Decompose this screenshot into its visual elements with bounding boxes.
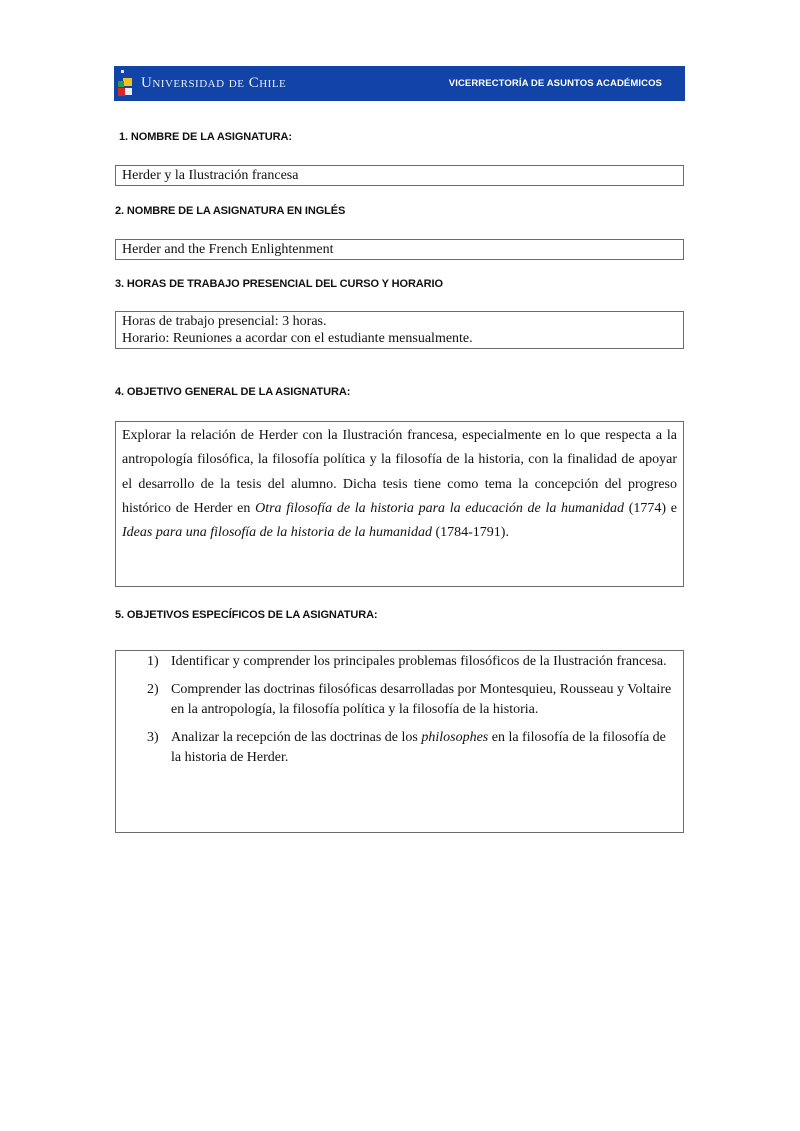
schedule-line: Horario: Reuniones a acordar con el estudiante mensualmente. [122,331,473,346]
section-5-heading: 5. OBJETIVOS ESPECÍFICOS DE LA ASIGNATURA: [115,609,378,621]
list-item-text: en la filosofía de la filosofía de la historia de Herder. [171,730,666,765]
specific-objectives-box [115,650,684,833]
list-item-text: Identificar y comprender los principales problemas filosóficos de la Ilustración francesa. [171,654,667,669]
book-title-2: Ideas para una filosofía de la historia de la humanidad [122,525,432,541]
header-banner [114,66,685,101]
course-name: Herder y la Ilustración francesa [122,168,299,183]
specific-objectives-list [116,652,683,768]
list-item [116,728,683,768]
book-title-1: Otra filosofía de la historia para la educación de la humanidad [255,500,625,516]
department-name: VICERRECTORÍA DE ASUNTOS ACADÉMICOS [448,78,662,89]
course-name-english-box [115,239,684,260]
university-logo-icon [117,69,135,99]
general-objective-box [115,421,684,587]
objective-text: (1784-1791). [431,525,509,541]
course-name-english: Herder and the French Enlightenment [122,242,334,257]
list-item-number: 1) [147,654,159,669]
list-item [116,680,683,720]
section-1-heading: 1. NOMBRE DE LA ASIGNATURA: [119,131,292,143]
university-name: Universidad de Chile [141,75,287,91]
course-name-box [115,165,684,186]
hours-box [115,311,684,349]
section-2-heading: 2. NOMBRE DE LA ASIGNATURA EN INGLÉS [115,205,346,217]
objective-text: (1774) e [624,500,677,516]
list-item [116,652,683,672]
objective-text: Explorar la relación de Herder con la Ilustración francesa, especialmente en lo que respecta a la antropología filosófica, la filosofía política y la filosofía de la historia, con la finalidad de apoyar el desarrollo de la tesis del alumno. Dicha tesis tiene como tema la concepción del progreso histórico de Herder en [122,428,677,516]
list-item-italic: philosophes [421,730,489,745]
section-3-heading: 3. HORAS DE TRABAJO PRESENCIAL DEL CURSO Y HORARIO [115,278,443,290]
list-item-number: 2) [147,682,159,697]
list-item-text: Analizar la recepción de las doctrinas de los [171,730,422,745]
list-item-text: Comprender las doctrinas filosóficas desarrolladas por Montesquieu, Rousseau y Voltaire en la antropología, la filosofía política y la filosofía de la historia. [171,682,672,717]
hours-line: Horas de trabajo presencial: 3 horas. [122,314,327,329]
list-item-number: 3) [147,730,159,745]
section-4-heading: 4. OBJETIVO GENERAL DE LA ASIGNATURA: [115,386,351,398]
